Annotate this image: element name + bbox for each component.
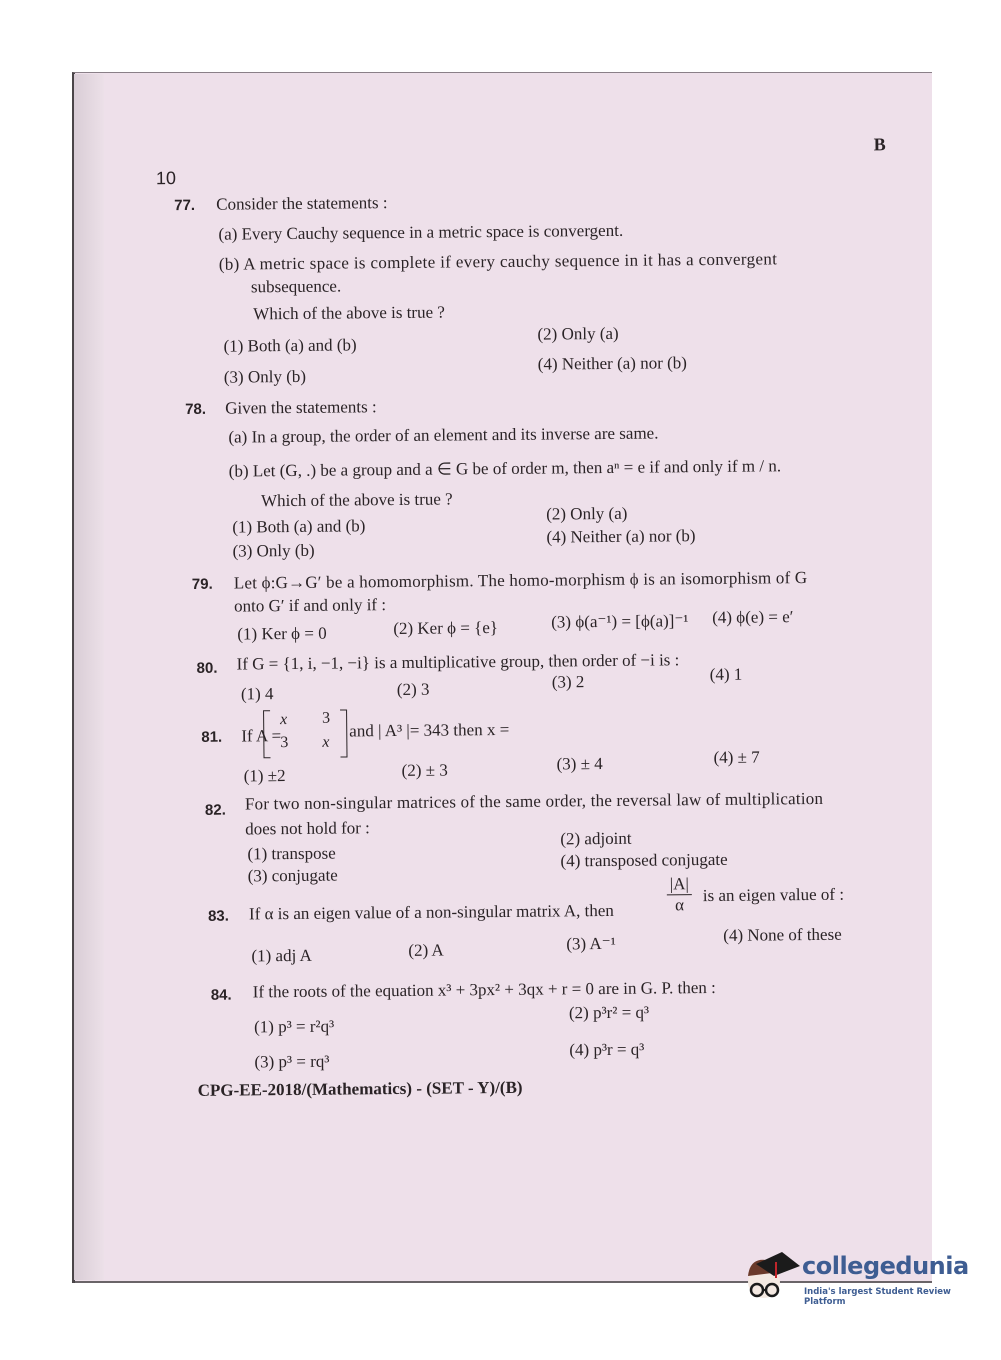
option-3: (3) 2 bbox=[551, 672, 585, 692]
question-number: 78. bbox=[185, 400, 207, 419]
option-2: (2) Only (a) bbox=[546, 503, 628, 524]
question-prompt: Which of the above is true ? bbox=[260, 489, 453, 511]
option-3: (3) A⁻¹ bbox=[566, 933, 616, 954]
question-text-cont: does not hold for : bbox=[245, 818, 370, 839]
option-4: (4) None of these bbox=[723, 924, 842, 945]
matrix-cell: x bbox=[280, 711, 288, 729]
option-3: (3) ϕ(a⁻¹) = [ϕ(a)]⁻¹ bbox=[551, 611, 689, 632]
question-text: Let ϕ:G→G′ be a homomorphism. The homo-morphism ϕ is an isomorphism of G bbox=[233, 568, 808, 593]
option-2: (2) Ker ϕ = {e} bbox=[393, 618, 499, 639]
option-2: (2) adjoint bbox=[560, 828, 632, 849]
option-3: (3) ± 4 bbox=[556, 754, 603, 774]
question-text: If the roots of the equation x³ + 3px² + 3qx + r = 0 are in G. P. then : bbox=[252, 977, 716, 1002]
question-text: If G = {1, i, −1, −i} is a multiplicative group, then order of −i is : bbox=[236, 650, 680, 674]
statement-a: (a) Every Cauchy sequence in a metric space is convergent. bbox=[218, 220, 624, 244]
option-1: (1) adj A bbox=[251, 945, 312, 966]
matrix-A bbox=[263, 709, 347, 758]
option-1: (1) Both (a) and (b) bbox=[232, 516, 366, 537]
option-2: (2) ± 3 bbox=[401, 760, 448, 780]
option-4: (4) transposed conjugate bbox=[560, 849, 728, 871]
option-3: (3) Only (b) bbox=[223, 366, 307, 387]
option-1: (1) p³ = r²q³ bbox=[253, 1016, 335, 1037]
option-4: (4) p³r = q³ bbox=[569, 1039, 645, 1060]
question-text: For two non-singular matrices of the same order, the reversal law of multiplication bbox=[244, 788, 824, 814]
fraction-numerator: |A| bbox=[667, 874, 692, 895]
option-4: (4) ± 7 bbox=[713, 747, 760, 767]
question-number: 83. bbox=[207, 907, 229, 925]
question-text: Consider the statements : bbox=[216, 193, 388, 214]
option-2: (2) Only (a) bbox=[537, 323, 619, 344]
exam-footer: CPG-EE-2018/(Mathematics) - (SET - Y)/(B) bbox=[197, 1077, 523, 1100]
matrix-cell: x bbox=[322, 733, 330, 751]
option-4: (4) ϕ(e) = e′ bbox=[712, 607, 794, 627]
statement-b: (b) A metric space is complete if every cauchy sequence in it has a convergent bbox=[218, 249, 778, 274]
option-2: (2) p³r² = q³ bbox=[568, 1002, 650, 1023]
option-4: (4) Neither (a) nor (b) bbox=[546, 526, 696, 547]
statement-a: (a) In a group, the order of an element and its inverse are same. bbox=[228, 423, 659, 447]
question-number: 84. bbox=[210, 986, 232, 1004]
set-letter: B bbox=[873, 134, 886, 155]
mascot-icon bbox=[742, 1250, 802, 1310]
option-3: (3) conjugate bbox=[247, 865, 338, 886]
question-number: 82. bbox=[204, 801, 226, 819]
matrix-cell: 3 bbox=[322, 709, 331, 727]
question-text: Given the statements : bbox=[225, 397, 377, 418]
question-text: If α is an eigen value of a non-singular matrix A, then bbox=[248, 900, 614, 924]
question-number: 77. bbox=[174, 196, 196, 215]
question-text: If A = bbox=[241, 726, 282, 746]
question-number: 80. bbox=[196, 659, 218, 677]
option-1: (1) 4 bbox=[240, 684, 274, 704]
question-text-cont: onto G′ if and only if : bbox=[233, 595, 387, 616]
option-3: (3) p³ = rq³ bbox=[254, 1051, 330, 1072]
page-number: 10 bbox=[155, 168, 177, 189]
question-number: 79. bbox=[191, 575, 213, 593]
question-number: 81. bbox=[201, 728, 223, 746]
question-text-cont: is an eigen value of : bbox=[702, 884, 845, 906]
statement-b: (b) Let (G, .) be a group and a ∈ G be of order m, then aⁿ = e if and only if m / n. bbox=[228, 456, 782, 481]
option-2: (2) 3 bbox=[396, 679, 430, 699]
option-1: (1) ±2 bbox=[243, 766, 286, 786]
question-text-cont: and | A³ |= 343 then x = bbox=[349, 719, 510, 741]
fraction-detA-over-alpha bbox=[667, 874, 692, 915]
matrix-cell: 3 bbox=[280, 734, 289, 752]
fraction-denominator: α bbox=[674, 895, 685, 915]
question-prompt: Which of the above is true ? bbox=[253, 302, 445, 324]
logo-tagline: India's largest Student Review Platform bbox=[804, 1287, 951, 1307]
option-4: (4) Neither (a) nor (b) bbox=[537, 353, 687, 374]
logo-wordmark: collegedunia bbox=[802, 1252, 969, 1280]
option-4: (4) 1 bbox=[709, 664, 743, 684]
option-2: (2) A bbox=[408, 940, 444, 960]
option-1: (1) Both (a) and (b) bbox=[223, 335, 357, 356]
option-1: (1) transpose bbox=[247, 843, 336, 864]
option-1: (1) Ker ϕ = 0 bbox=[237, 623, 327, 644]
statement-b-cont: subsequence. bbox=[250, 276, 342, 297]
collegedunia-logo bbox=[742, 1250, 970, 1310]
option-3: (3) Only (b) bbox=[232, 540, 315, 561]
